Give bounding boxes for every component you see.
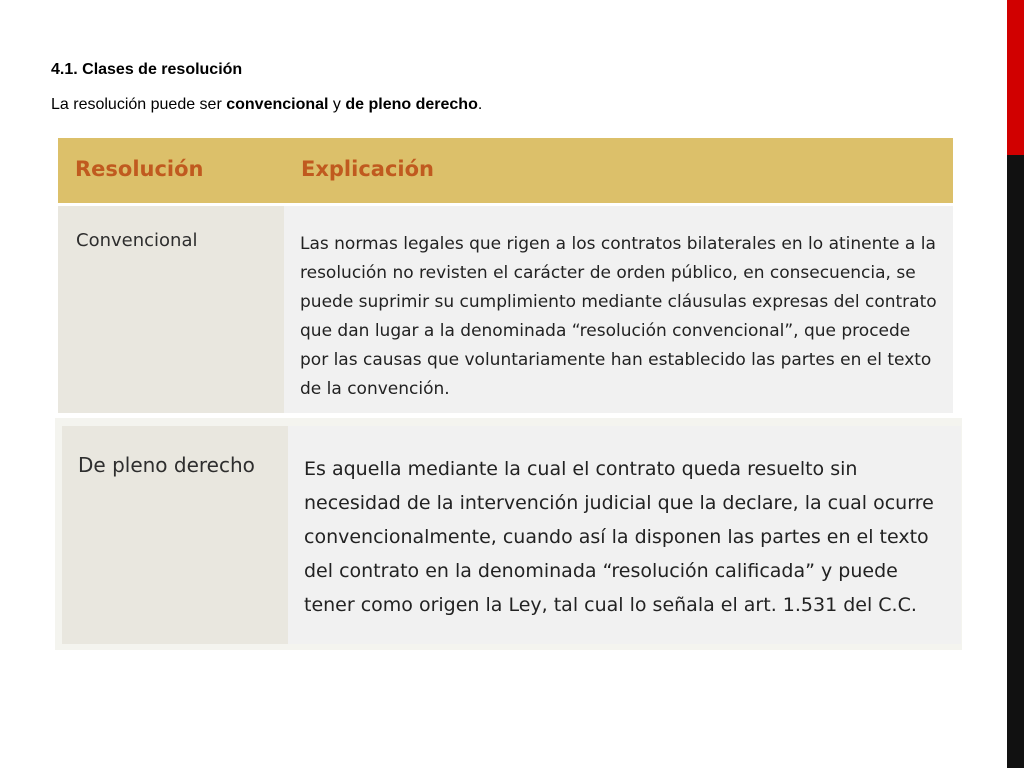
table-row-pleno-derecho bbox=[62, 426, 961, 644]
section-heading: 4.1. Clases de resolución bbox=[51, 61, 243, 78]
intro-paragraph bbox=[51, 96, 482, 114]
row-explanation-cell bbox=[284, 206, 953, 413]
intro-suffix: . bbox=[477, 96, 483, 113]
side-bar-black-segment bbox=[1007, 155, 1024, 768]
intro-bold-convencional: convencional bbox=[226, 96, 329, 113]
intro-mid: y bbox=[328, 96, 346, 113]
header-explicacion: Explicación bbox=[301, 157, 434, 181]
table-header-row bbox=[58, 138, 953, 203]
intro-prefix: La resolución puede ser bbox=[51, 96, 227, 113]
row-explanation-cell bbox=[288, 426, 961, 644]
side-bar-red-segment bbox=[1007, 0, 1024, 155]
row-type-label: Convencional bbox=[76, 230, 198, 251]
row-type-label: De pleno derecho bbox=[78, 453, 255, 477]
row-type-cell bbox=[62, 426, 288, 644]
table-row-convencional bbox=[58, 206, 953, 413]
row-explanation-text: Las normas legales que rigen a los contratos bilaterales en lo atinente a la resolución no revisten el carácter de orden público, en consecuencia, se puede suprimir su cumplimiento mediante cláusulas expresas del contrato que dan lugar a la denominada “resolución convencional”, que procede por las causas que voluntariamente han establecido las partes en el texto de la convención. bbox=[300, 234, 937, 399]
row-explanation-text: Es aquella mediante la cual el contrato queda resuelto sin necesidad de la intervención judicial que la declare, la cual ocurre convencionalmente, cuando así la disponen las partes en el texto del contrato en la denominada “resolución calificada” y puede tener como origen la Ley, tal cual lo señala el art. 1.531 del C.C. bbox=[304, 458, 934, 616]
header-resolucion: Resolución bbox=[75, 157, 204, 181]
slide-side-bar bbox=[1007, 0, 1024, 768]
row-type-cell bbox=[58, 206, 284, 413]
intro-bold-pleno-derecho: de pleno derecho bbox=[345, 96, 478, 113]
